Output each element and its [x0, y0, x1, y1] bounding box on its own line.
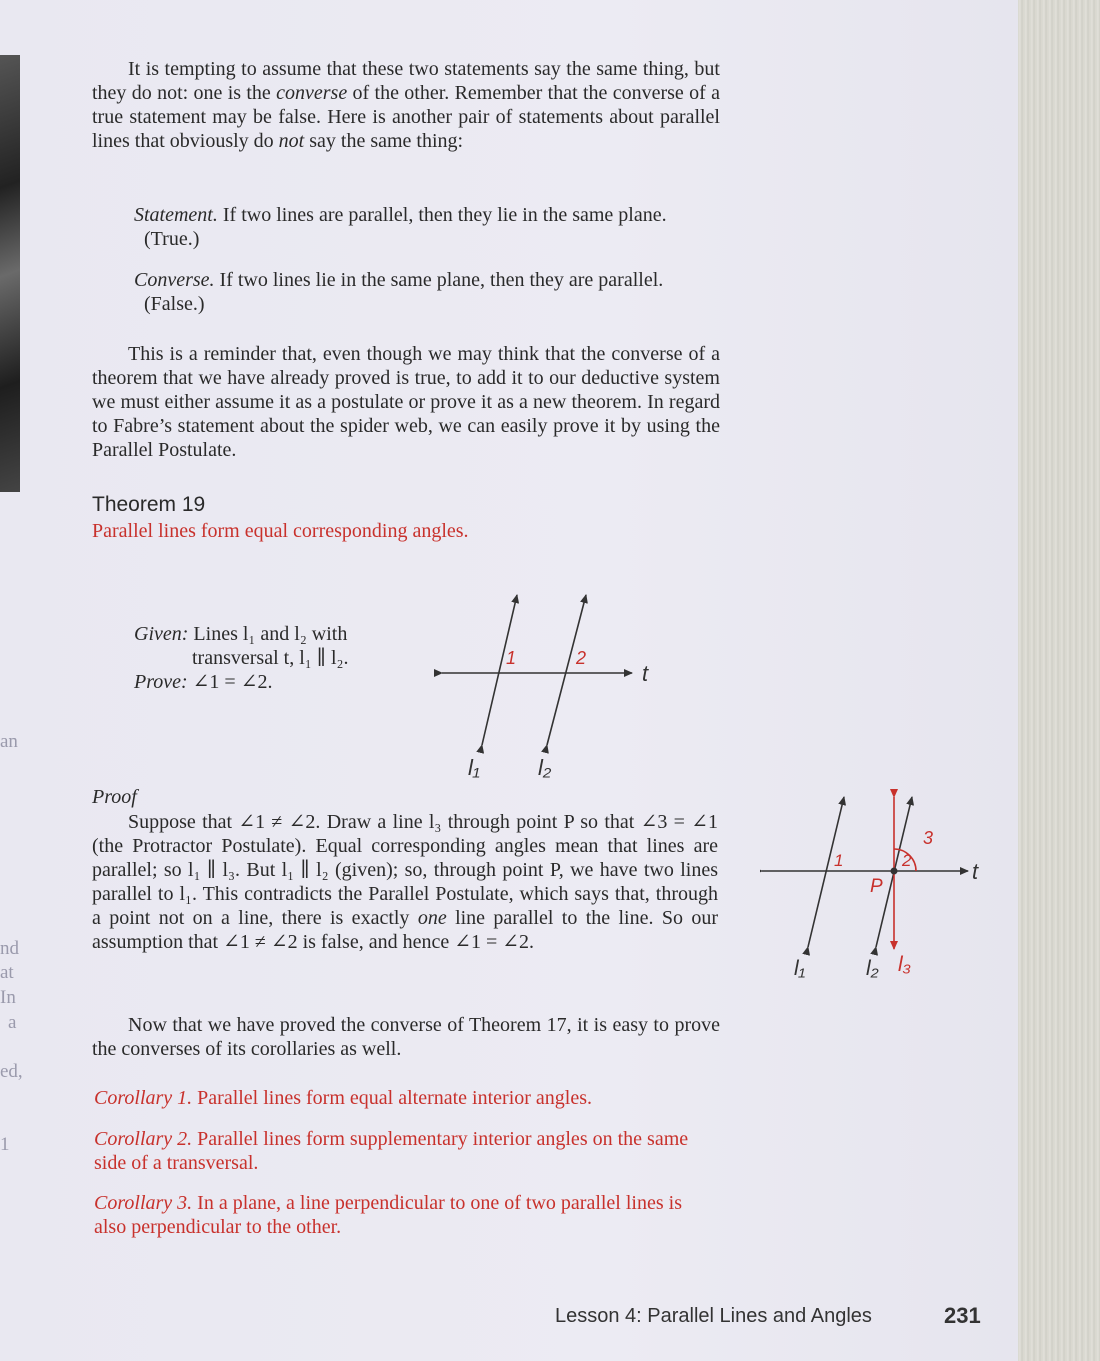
transversal-label: t [972, 859, 979, 884]
facing-page-fragment: ed, [0, 1061, 23, 1082]
line-l1-label: l₁ [468, 755, 480, 780]
line-l2-label: l₂ [538, 755, 552, 780]
facing-page-fragment: nd [0, 938, 19, 959]
corollary-1: Corollary 1. Parallel lines form equal alternate interior angles. [94, 1087, 592, 1109]
theorem-statement: Parallel lines form equal corresponding angles. [92, 520, 469, 542]
figure-proof-construction [760, 787, 1000, 987]
line-l2-label: l₂ [866, 957, 879, 980]
angle-2-label: 2 [902, 851, 912, 870]
angle-1-label: 1 [834, 851, 844, 870]
converse-corollaries-paragraph: Now that we have proved the converse of Theorem 17, it is easy to prove the converses of its corollaries as well. [92, 1014, 720, 1060]
facing-page-fragment: an [0, 731, 18, 752]
facing-page-fragment: at [0, 962, 14, 983]
theorem-title: Theorem 19 [92, 493, 206, 516]
lesson-footer-title: Lesson 4: Parallel Lines and Angles [555, 1305, 872, 1327]
angle-3-label: 3 [923, 828, 934, 848]
angle-2-label: 2 [576, 648, 587, 668]
point-p-dot [891, 868, 898, 875]
facing-page-fragment: a [8, 1012, 17, 1033]
line-l1 [808, 797, 844, 947]
line-l1-label: l₁ [794, 957, 806, 980]
statement-block: Statement. If two lines are parallel, then they lie in the same plane. (True.) [134, 204, 667, 250]
line-l3-label: l₃ [898, 953, 911, 976]
point-p-label: P [870, 876, 883, 897]
page-number: 231 [944, 1303, 981, 1328]
proof-text: Suppose that ∠1 ≠ ∠2. Draw a line l₃ through point P so that ∠3 = ∠1 (the Protractor Postulate). Equal corresponding angles mean that lines are parallel; so l₁ ∥ l₃. But l₁ ∥ l₂ (given); so, through point P, we have two lines parallel to l₁. This contradicts the Parallel Postulate, which says that, through a point not on a line, there is exactly one line parallel to the line. So our assumption that ∠1 ≠ ∠2 is false, and hence ∠1 = ∠2. [92, 811, 719, 953]
converse-block: Converse. If two lines lie in the same plane, then they are parallel. (False.) [134, 269, 664, 315]
reminder-paragraph: This is a reminder that, even though we may think that the converse of a theorem that we have already proved is true, to add it to our deductive system we must either assume it as a postulate or prove it as a new theorem. In regard to Fabre’s statement about the spider web, we can easily prove it by using the Parallel Postulate. [92, 343, 720, 461]
corollary-2: Corollary 2. Parallel lines form supplementary interior angles on the same side of a transversal. [94, 1128, 689, 1174]
book-binding [1018, 0, 1100, 1361]
given-prove-block: Given: Lines l₁ and l₂ with transversal t, l₁ ∥ l₂. Prove: ∠1 = ∠2. [134, 623, 349, 693]
proof-heading: Proof [92, 786, 137, 808]
facing-page-fragment: 1 [0, 1134, 10, 1155]
facing-page-photo-edge [0, 55, 20, 492]
corollary-3: Corollary 3. In a plane, a line perpendicular to one of two parallel lines is also perpendicular to the other. [94, 1192, 682, 1238]
facing-page-fragment: In [0, 987, 16, 1008]
line-l2 [547, 595, 586, 745]
line-l1 [482, 595, 517, 745]
transversal-label: t [642, 661, 649, 686]
figure-parallel-lines [420, 585, 670, 785]
intro-paragraph: It is tempting to assume that these two statements say the same thing, but they do not: one is the converse of the other. Remember that the converse of a true statement may be false. Here is another pair of statements about parallel lines that obviously do not say the same thing: [92, 58, 720, 152]
angle-1-label: 1 [506, 648, 517, 668]
